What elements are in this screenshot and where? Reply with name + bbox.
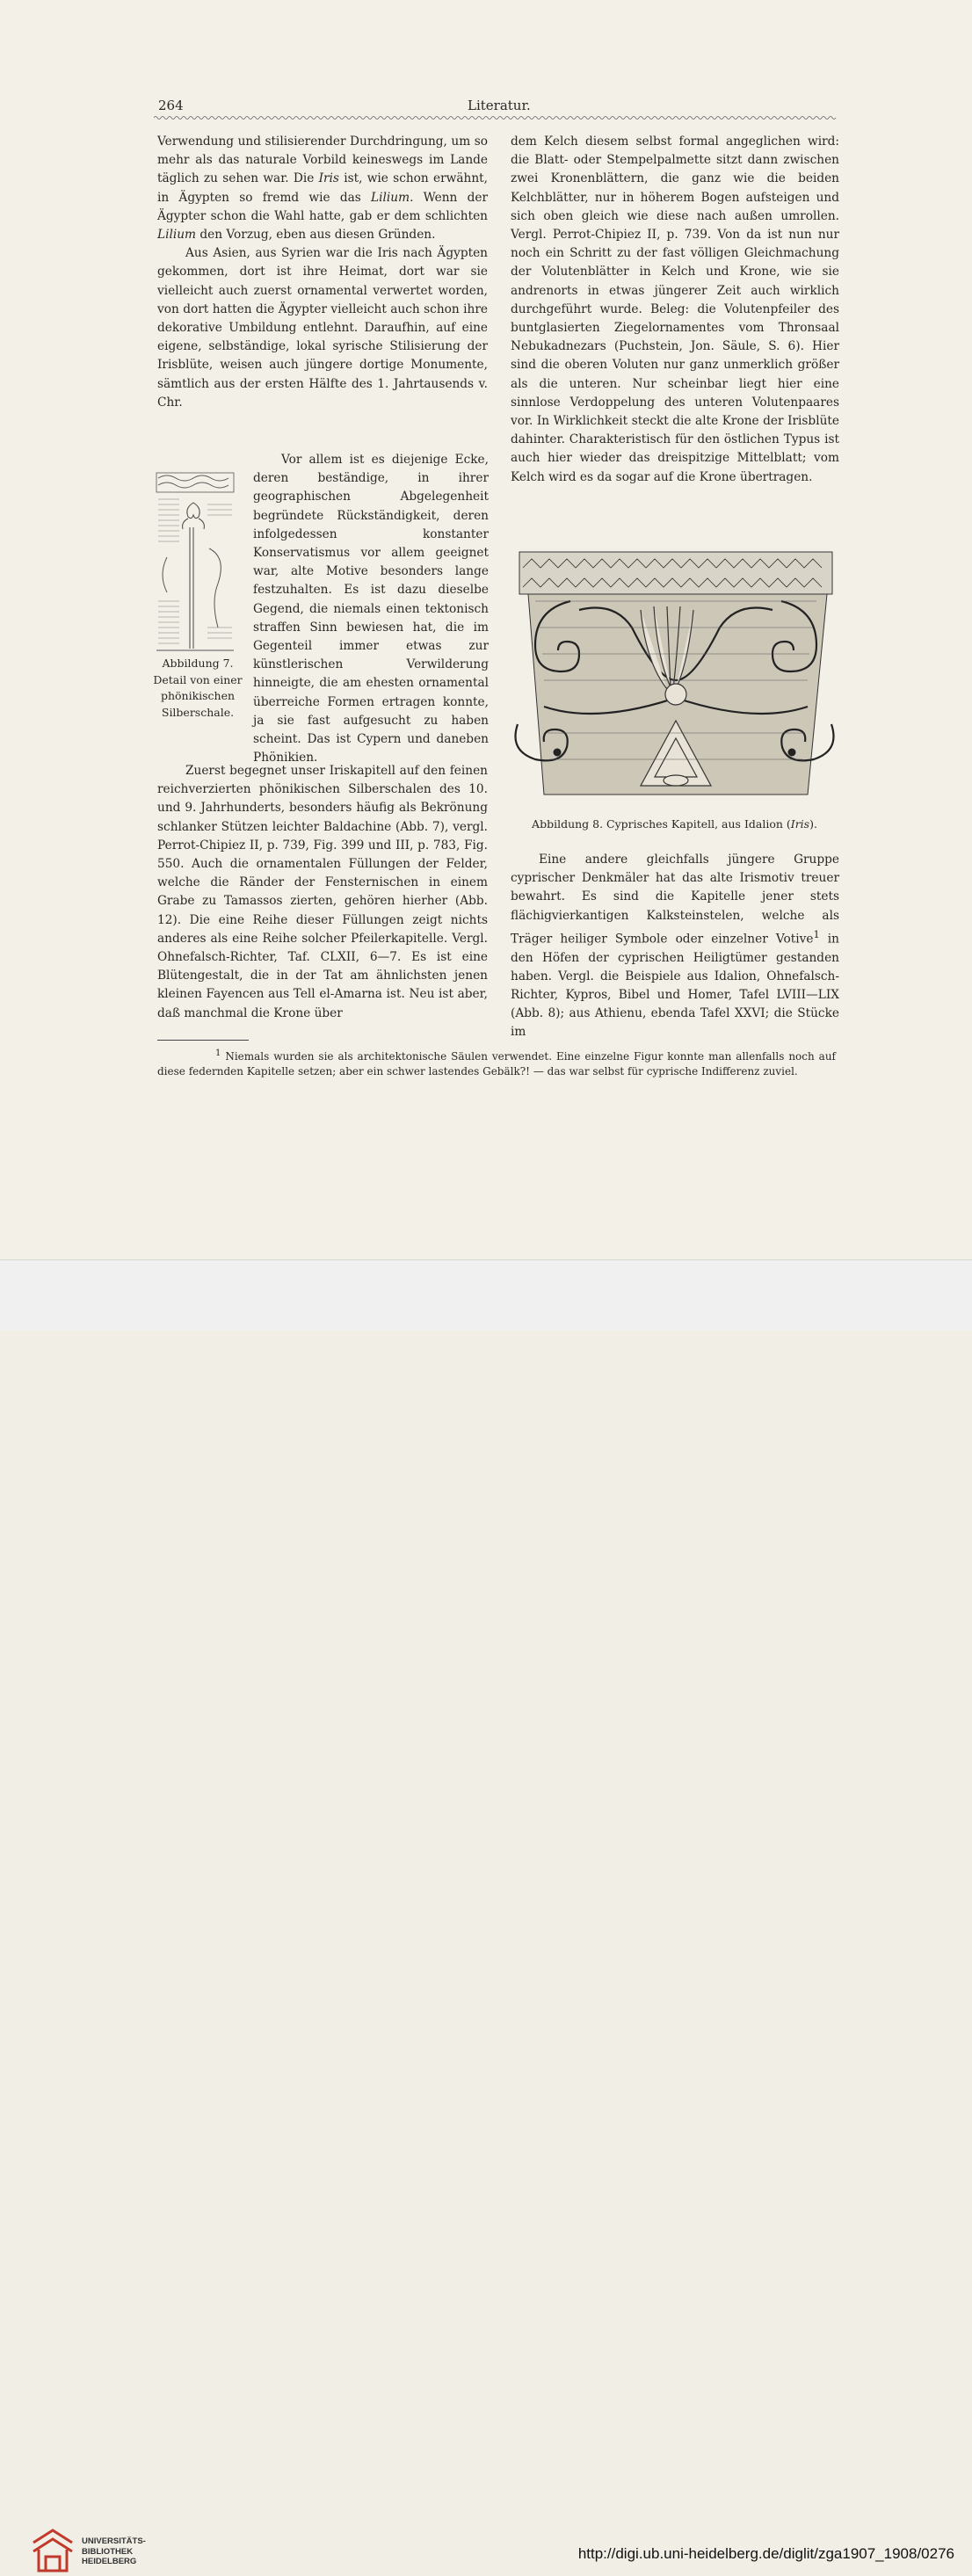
text-run: Eine andere gleichfalls jüngere Gruppe cyprischer Denkmäler hat das alte Irismotiv treuer bewahrt. Es sind die Kapitelle jener stets flächigvierkantigen Kalksteinstelen, welche als Träger heiliger Symbole oder einzelner Votive: [511, 853, 839, 947]
left-column-top: [157, 133, 488, 412]
text-run: Verwendung und stilisierender Durchdringung, um so mehr als das naturale Vorbild keineswegs im Lande täglich zu sehen war. Die: [157, 134, 488, 186]
running-title: Literatur.: [468, 98, 531, 113]
paragraph: dem Kelch diesem selbst formal angeglichen wird: die Blatt- oder Stempelpalmette sitzt dann zwischen zwei Kronenblättern, die ganz wie die beiden Kelchblätter, nur in höherem Bogen aufsteigen und sich oben gleich wie diese nach außen umrollen. Vergl. Perrot-Chipiez II, p. 739. Von da ist nun nur noch ein Schritt zu der fast völligen Gleichmachung der Volutenblätter in Kelch und Krone, wie sie andrenorts in etwas jüngerer Zeit auch wirklich durchgeführt wurde. Beleg: die Volutenpfeiler des buntglasierten Ziegelornamentes vom Thronsaal Nebukadnezars (Puchstein, Jon. Säule, S. 6). Hier sind die oberen Voluten nur ganz unmerklich größer als die unteren. Nur scheinbar liegt hier eine sinnlose Verdoppelung des unteren Volutenpaares vor. In Wirklichkeit steckt die alte Krone der Irisblüte dahinter. Charakteristisch für den östlichen Typus ist auch hier wieder das dreispitzige Mittelblatt; vom Kelch wird es da sogar auf die Krone übertragen.: [511, 134, 839, 484]
page-number: 264: [158, 98, 184, 113]
italic-term: Iris: [318, 171, 339, 186]
paragraph: [511, 851, 839, 1042]
page-header: [158, 98, 835, 117]
caption-italic: Iris: [790, 817, 810, 831]
caption-text: Abbildung 8. Cyprisches Kapitell, aus Idalion (: [532, 817, 791, 831]
paragraph: Vor allem ist es diejenige Ecke, deren beständige, in ihrer geographischen Abgelegenheit begründete Rückständigkeit, deren infolgedessen konstanter Konservatismus vor allem geeignet war, alte Motive besonders lange festzuhalten. Es ist dazu dieselbe Gegend, die niemals einen tektonisch straffen Sinn bewiesen hat, die im Gegenteil immer etwas zur künstlerischen Verwilderung hinneigte, die am ehesten ornamental überreiche Formen ertragen konnte, ja sie fast aufgesucht zu haben scheint. Das ist Cypern und daneben Phönikien.: [253, 453, 489, 766]
library-name: [82, 2536, 146, 2567]
paragraph: Zuerst begegnet unser Iriskapitell auf den feinen reichverzierten phönikischen Silberschalen des 10. und 9. Jahrhunderts, besonders häufig als Bekrönung schlanker Stützen leichter Baldachine (Abb. 7), vergl. Perrot-Chipiez II, p. 739, Fig. 399 und III, p. 783, Fig. 550. Auch die ornamentalen Füllungen der Felder, welche die Ränder der Fensternischen in einem Grabe zu Tamassos zierten, gehören hierher (Abb. 12). Die eine Reihe dieser Füllungen zeigt nichts anderes als eine Reihe solcher Pfeilerkapitelle. Vergl. Ohnefalsch-Richter, Taf. CLXII, 6—7. Es ist eine Blütengestalt, die in der Tat am ähnlichsten jenen kleinen Fayencen aus Tell el-Amarna ist. Neu ist aber, daß manchmal die Krone über: [157, 764, 488, 1020]
footnote-text: [157, 1046, 836, 1079]
caption-end: ).: [809, 817, 817, 831]
footnote: [157, 1046, 836, 1079]
figure-7-silver-bowl-detail: [155, 469, 239, 656]
right-column-bottom: [511, 851, 839, 1042]
library-line: HEIDELBERG: [82, 2557, 137, 2566]
italic-term: Lilium: [157, 228, 197, 243]
text-run: . Wenn der Ägypter schon die Wahl hatte, gab er dem schlichten: [157, 190, 488, 223]
document-url-link[interactable]: http://digi.ub.uni-heidelberg.de/diglit/zga1907_1908/0276: [577, 2545, 954, 2562]
figure-8-caption: [509, 817, 840, 831]
text-run: ist, wie schon erwähnt, in Ägypten so fremd wie das: [157, 171, 488, 205]
scanned-page: [0, 0, 972, 1259]
footnote-mark: 1: [215, 1049, 221, 1058]
left-column-wrapped: [253, 451, 489, 767]
right-column-top: [511, 133, 839, 487]
footnote-body: Niemals wurden sie als architektonische Säulen verwendet. Eine einzelne Figur konnte man allenfalls noch auf diese federnden Kapitelle setzen; aber ein schwer lastendes Gebälk?! — das war selbst für cyprische Indifferenz zuviel.: [157, 1050, 836, 1078]
university-library-logo-icon: [30, 2527, 76, 2576]
text-run: in den Höfen der cyprischen Heiligtümer gestanden haben. Vergl. die Beispiele aus Idalion, Ohnefalsch-Richter, Kypros, Bibel und Homer, Tafel LVIII—LIX (Abb. 8); aus Athienu, ebenda Tafel XXVI; die Stücke im: [511, 932, 839, 1040]
figure-8-cypriot-capital: [509, 548, 840, 809]
paragraph: [157, 133, 488, 244]
header-wavy-rule: [154, 115, 838, 120]
library-line: UNIVERSITÄTS-: [82, 2536, 146, 2546]
text-run: den Vorzug, eben aus diesen Gründen.: [196, 228, 436, 243]
figure-7-caption: Abbildung 7. Detail von einer phönikischen Silberschale.: [153, 657, 243, 720]
library-line: BIBLIOTHEK: [82, 2546, 134, 2557]
paragraph: Aus Asien, aus Syrien war die Iris nach Ägypten gekommen, dort ist ihre Heimat, dort war sie vielleicht auch zuerst ornamental verwertet worden, von dort hatten die Ägypter vielleicht auch schon ihre dekorative Umbildung entlehnt. Daraufhin, auf eine eigene, selbständige, lokal syrische Stilisierung der Irisblüte, weisen auch jüngere dortige Monumente, sämtlich aus der ersten Hälfte des 1. Jahrtausends v. Chr.: [157, 246, 488, 410]
left-column-bottom: [157, 762, 488, 1023]
italic-term: Lilium: [371, 190, 410, 205]
footnote-ref: 1: [813, 927, 820, 940]
footnote-rule: [157, 1040, 249, 1041]
library-footer-bar: [0, 1259, 972, 2566]
